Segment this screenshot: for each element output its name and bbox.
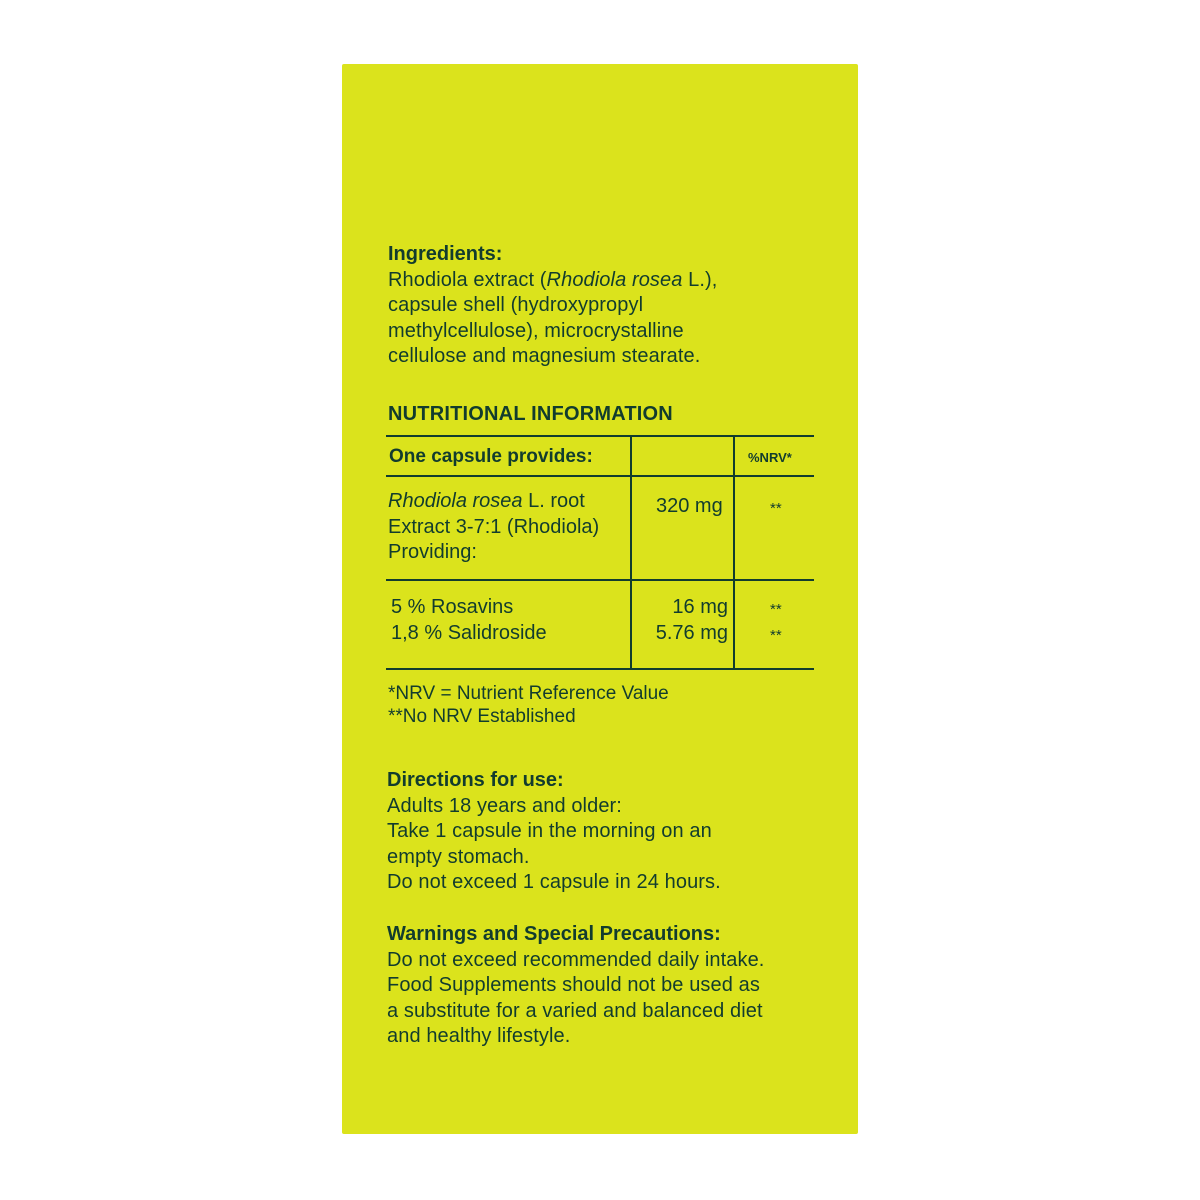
ingredients-heading: Ingredients:: [388, 243, 503, 265]
ingredients-section: [388, 242, 828, 426]
header-nrv: %NRV*: [748, 450, 792, 465]
directions-line: Adults 18 years and older:: [387, 794, 622, 817]
directions-line: Do not exceed 1 capsule in 24 hours.: [387, 871, 721, 893]
table-row: [386, 581, 814, 670]
warnings-section: [387, 922, 827, 1050]
component-amounts: 16 mg 5.76 mg: [655, 596, 728, 644]
component-names: 5 % Rosavins 1,8 % Salidroside: [391, 596, 547, 644]
extract-nrv: **: [770, 500, 782, 517]
ingredients-line: Rhodiola extract (Rhodiola rosea L.),: [388, 268, 718, 291]
directions-heading: Directions for use:: [387, 769, 564, 791]
extract-name: Rhodiola rosea L. root Extract 3-7:1 (Rhodiola) Providing:: [388, 490, 600, 563]
nutrition-title: NUTRITIONAL INFORMATION: [388, 402, 673, 425]
ingredients-line: capsule shell (hydroxypropyl: [388, 294, 644, 316]
directions-section: [387, 768, 827, 896]
directions-line: empty stomach.: [387, 845, 530, 868]
warnings-heading: Warnings and Special Precautions:: [387, 923, 721, 945]
header-provides: One capsule provides:: [389, 446, 593, 467]
directions-line: Take 1 capsule in the morning on an: [387, 820, 712, 842]
extract-amount: 320 mg: [656, 495, 723, 517]
warnings-line: Do not exceed recommended daily intake.: [387, 948, 765, 971]
warnings-line: a substitute for a varied and balanced diet: [387, 999, 763, 1022]
nrv-notes: *NRV = Nutrient Reference Value **No NRV Established: [388, 683, 669, 727]
component-nrvs: ** **: [770, 601, 782, 644]
table-row: [386, 477, 814, 581]
product-label-panel: [342, 64, 858, 1134]
warnings-line: Food Supplements should not be used as: [387, 974, 760, 996]
ingredients-line: methylcellulose), microcrystalline: [388, 319, 684, 342]
nutrition-table: [386, 435, 814, 670]
warnings-line: and healthy lifestyle.: [387, 1025, 571, 1047]
ingredients-line: cellulose and magnesium stearate.: [388, 345, 701, 367]
table-header-row: [386, 435, 814, 477]
